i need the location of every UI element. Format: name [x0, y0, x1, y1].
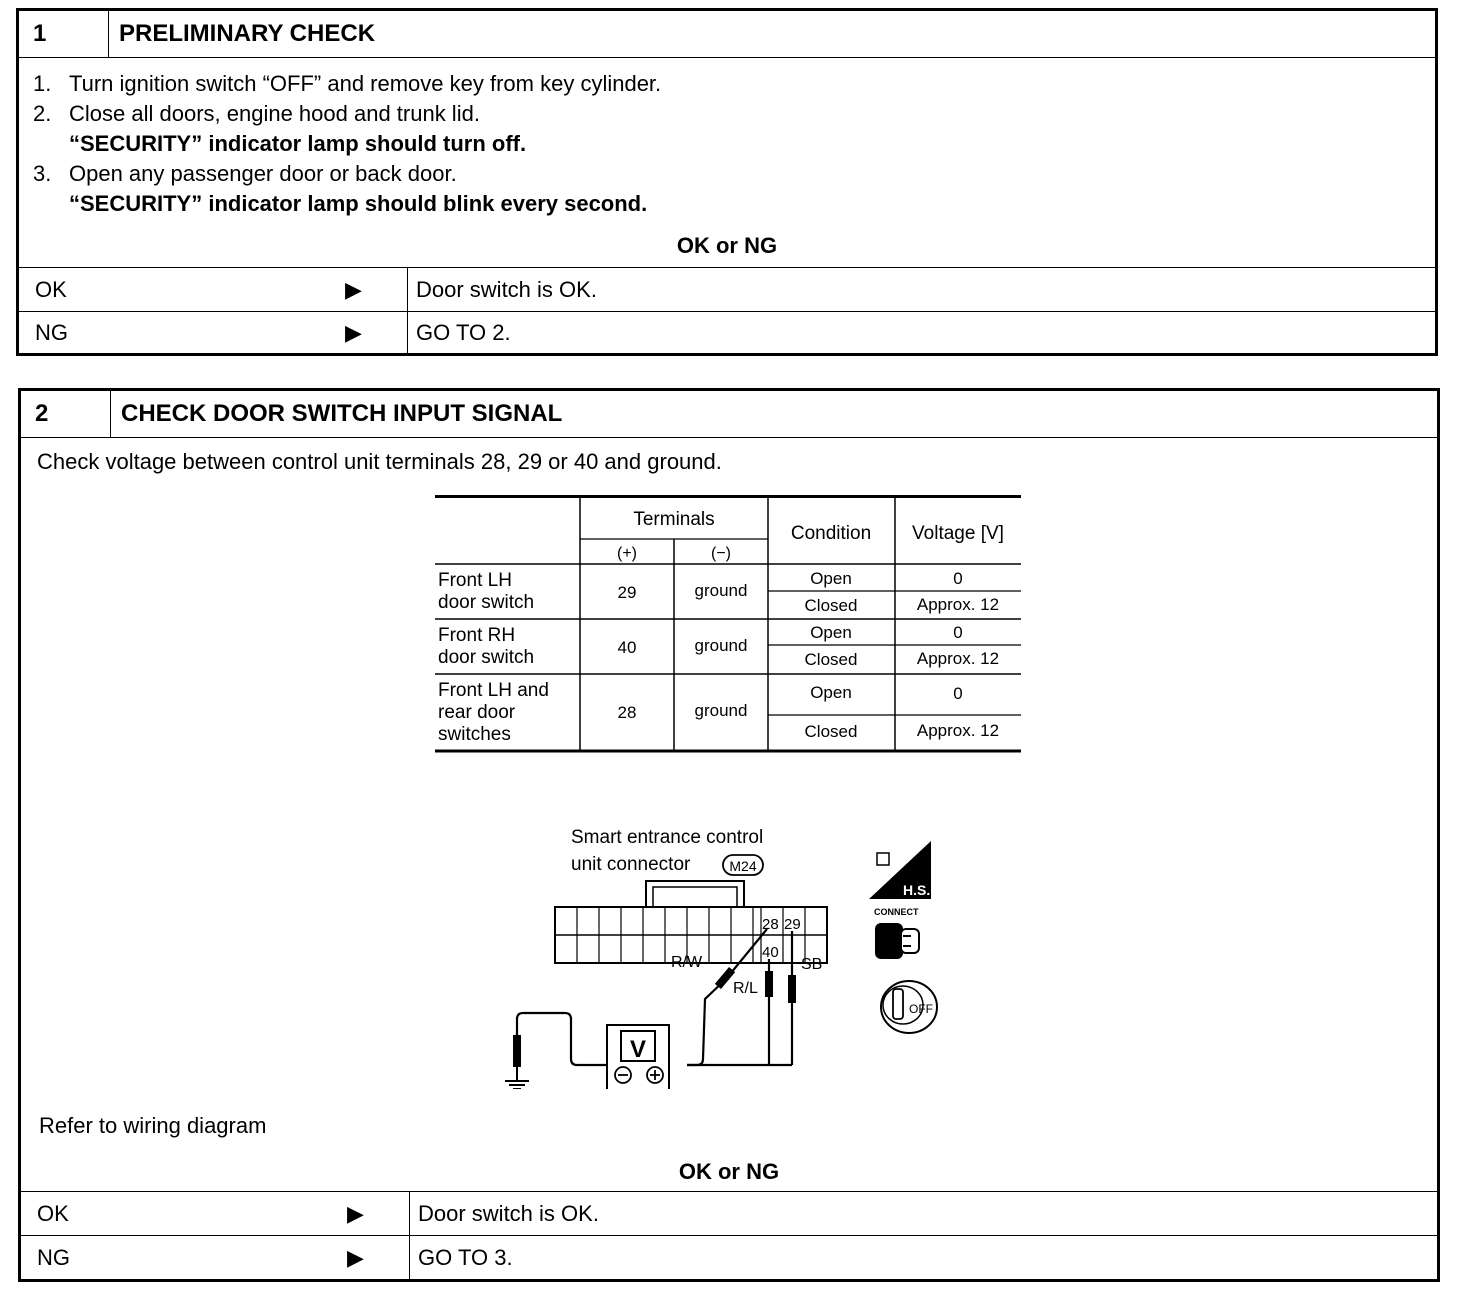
arrow-icon: ▶: [345, 320, 362, 345]
row-name: rear door: [438, 702, 516, 723]
row-open-voltage: 0: [953, 569, 963, 588]
table-header-condition: Condition: [790, 523, 872, 544]
step-title: PRELIMINARY CHECK: [119, 20, 376, 47]
instruction-text: Close all doors, engine hood and trunk lid.: [69, 101, 480, 126]
voltmeter-icon: [607, 1025, 669, 1089]
connector-caption: Smart entrance control: [571, 827, 764, 848]
row-minus: ground: [694, 581, 748, 600]
row-name: Front RH: [438, 625, 516, 646]
instruction-item: [33, 69, 661, 99]
result-value: Door switch is OK.: [407, 268, 1435, 312]
voltage-table: [435, 495, 1025, 755]
step-2-header: [21, 391, 1437, 438]
instruction-item: [33, 99, 661, 129]
connector-caption: unit connector: [571, 854, 691, 875]
row-open-voltage: 0: [953, 684, 963, 703]
row-plus: 29: [617, 583, 637, 602]
result-row-ok: [19, 267, 1435, 312]
row-open: Open: [810, 569, 852, 588]
row-closed-voltage: Approx. 12: [916, 649, 1000, 668]
connect-icon: [874, 907, 919, 959]
row-plus: 40: [617, 638, 637, 657]
row-closed: Closed: [804, 596, 858, 615]
table-header-terminals: Terminals: [633, 509, 715, 530]
step-number: 1: [19, 11, 109, 57]
arrow-icon: ▶: [347, 1245, 364, 1270]
terminal-29-label: 29: [784, 916, 801, 933]
result-value: GO TO 2.: [407, 312, 1435, 354]
step-2-box: [18, 388, 1440, 1282]
ok-or-ng-label: OK or NG: [676, 233, 778, 258]
step-1-header: [19, 11, 1435, 58]
row-open-voltage: 0: [953, 623, 963, 642]
result-value: Door switch is OK.: [409, 1192, 1437, 1236]
instruction-expected-result: “SECURITY” indicator lamp should turn off.: [69, 131, 527, 156]
row-closed: Closed: [804, 650, 858, 669]
row-minus: ground: [694, 701, 748, 720]
connector-id-badge: [723, 855, 763, 875]
table-header-minus: (−): [711, 545, 731, 562]
ignition-off-icon: [881, 981, 937, 1033]
instruction-number: 3.: [33, 161, 52, 186]
wiring-diagram: [491, 819, 961, 1089]
step-1-instructions: [33, 69, 661, 219]
row-name: door switch: [438, 592, 535, 613]
wire-rw-label: R/W: [671, 954, 703, 971]
svg-text:CONNECT: CONNECT: [874, 907, 919, 917]
wire-sb-label: SB: [801, 956, 823, 973]
terminal-40-label: 40: [762, 944, 779, 961]
ok-or-ng-label: OK or NG: [678, 1159, 780, 1184]
check-instruction: Check voltage between control unit terminals 28, 29 or 40 and ground.: [37, 449, 722, 474]
row-closed-voltage: Approx. 12: [916, 721, 1000, 740]
table-header-voltage: Voltage [V]: [912, 523, 1004, 544]
wire-rl-label: R/L: [733, 980, 758, 997]
instruction-number: 2.: [33, 101, 52, 126]
result-row-ok: [21, 1191, 1437, 1236]
result-key: OK: [35, 277, 67, 302]
row-name: Front LH and: [438, 680, 549, 701]
row-name: Front LH: [438, 570, 512, 591]
instruction-text: Turn ignition switch “OFF” and remove key from key cylinder.: [69, 71, 662, 96]
result-key: NG: [35, 320, 68, 345]
instruction-number: 1.: [33, 71, 52, 96]
svg-text:V: V: [629, 1036, 647, 1063]
arrow-icon: ▶: [345, 277, 362, 302]
instruction-item: [33, 189, 661, 219]
step-number: 2: [21, 391, 111, 437]
row-plus: 28: [617, 703, 637, 722]
instruction-item: [33, 129, 661, 159]
row-closed: Closed: [804, 722, 858, 741]
row-closed-voltage: Approx. 12: [916, 595, 1000, 614]
table-header-plus: (+): [617, 545, 637, 562]
instruction-item: [33, 159, 661, 189]
row-name: door switch: [438, 647, 535, 668]
instruction-text: Open any passenger door or back door.: [69, 161, 457, 186]
svg-text:H.S.: H.S.: [903, 882, 931, 898]
result-value: GO TO 3.: [409, 1236, 1437, 1280]
result-row-ng: [21, 1235, 1437, 1280]
row-name: switches: [438, 724, 511, 745]
row-open: Open: [810, 623, 852, 642]
row-minus: ground: [694, 636, 748, 655]
refer-note: Refer to wiring diagram: [39, 1113, 267, 1138]
arrow-icon: ▶: [347, 1201, 364, 1226]
step-1-box: [16, 8, 1438, 356]
result-row-ng: [19, 311, 1435, 354]
terminal-28-label: 28: [762, 916, 779, 933]
svg-text:OFF: OFF: [909, 1002, 933, 1016]
svg-text:M24: M24: [729, 858, 757, 874]
result-key: OK: [37, 1201, 69, 1226]
row-open: Open: [810, 683, 852, 702]
instruction-expected-result: “SECURITY” indicator lamp should blink every second.: [69, 191, 648, 216]
harness-side-icon: [869, 841, 931, 899]
result-key: NG: [37, 1245, 70, 1270]
step-title: CHECK DOOR SWITCH INPUT SIGNAL: [121, 400, 563, 427]
